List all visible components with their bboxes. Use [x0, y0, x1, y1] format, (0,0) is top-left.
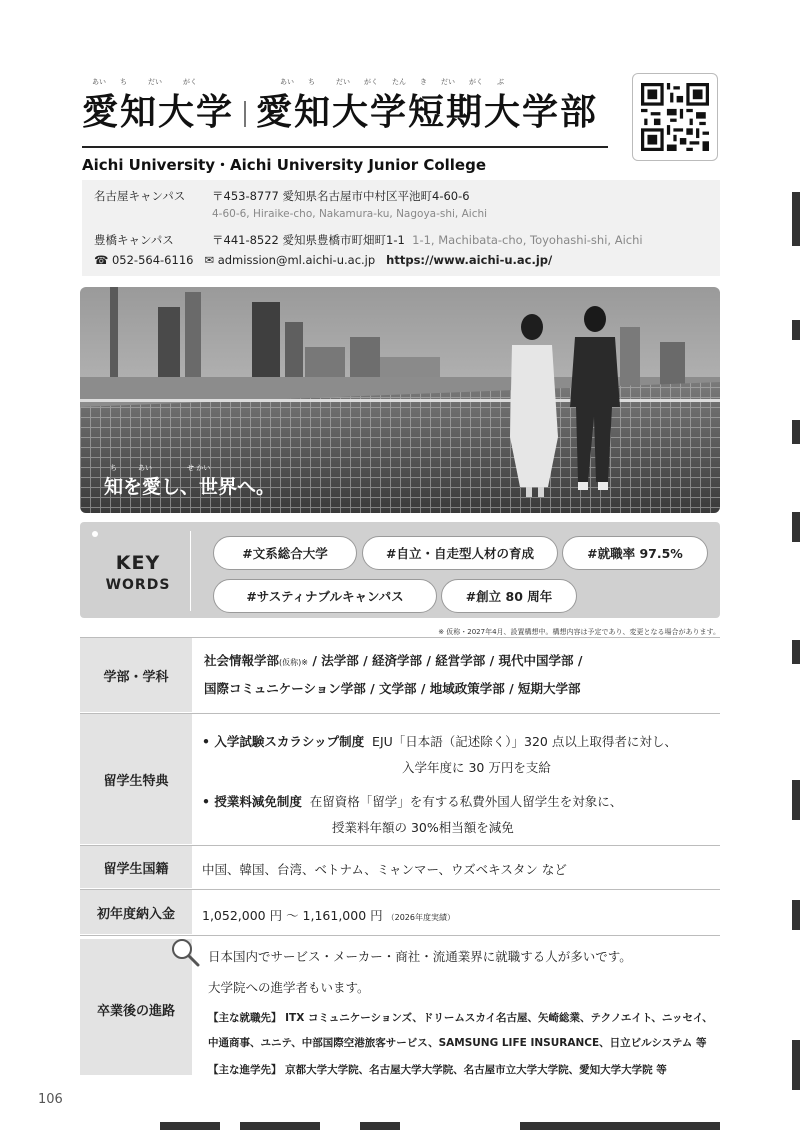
edge-mark	[792, 640, 800, 664]
tuition-reduction-title: • 授業料減免制度	[202, 794, 302, 809]
edge-mark	[792, 320, 800, 340]
keywords-separator	[190, 531, 191, 611]
edge-mark	[360, 1122, 400, 1130]
phone-number[interactable]: ☎ 052-564-6116	[94, 253, 194, 267]
title-ruby-1: あい ち だい がく	[92, 78, 197, 86]
magnifier-icon	[170, 937, 200, 967]
edge-mark	[160, 1122, 220, 1130]
qr-code[interactable]	[632, 73, 718, 161]
faculty-social-information: 社会情報学部	[204, 653, 280, 668]
fees-note: （2026年度実績）	[386, 913, 455, 922]
career-label: 卒業後の進路	[96, 1004, 175, 1019]
footnote: ※ 仮称・2027年4月、設置構想中。構想内容は予定であり、変更となる場合があります。	[438, 628, 720, 636]
nationality-label: 留学生国籍	[80, 846, 192, 888]
tuition-reduction-continuation: 授業料年額の 30%相当額を減免	[332, 820, 514, 835]
table-divider	[80, 935, 720, 936]
email-address[interactable]: ✉ admission@ml.aichi-u.ac.jp	[204, 253, 376, 267]
edge-mark	[792, 420, 800, 444]
tuition-reduction-item	[202, 792, 622, 810]
keyword-pill: #創立 80 周年	[441, 579, 577, 613]
career-text-1: 日本国内でサービス・メーカー・商社・流通業界に就職する人が多いです。	[208, 949, 632, 964]
keyword-pill: #就職率 97.5%	[562, 536, 708, 570]
employers-line-1: 【主な就職先】 ITX コミュニケーションズ、ドリームスカイ名古屋、矢崎総業、テクノエイト、ニッセイ、	[208, 1012, 713, 1024]
faculties-line-1	[204, 648, 720, 676]
nagoya-campus-address-en: 4-60-6, Hiraike-cho, Nakamura-ku, Nagoya-shi, Aichi	[212, 208, 488, 220]
keyword-pill: #サスティナブルキャンパス	[213, 579, 437, 613]
title-university: 愛知大学	[82, 92, 235, 133]
scholarship-item	[202, 732, 677, 750]
keyword-pill: #自立・自走型人材の育成	[362, 536, 558, 570]
keywords-title	[92, 552, 184, 593]
edge-mark	[792, 512, 800, 542]
toyohashi-campus-address-en: 1-1, Machibata-cho, Toyohashi-shi, Aichi	[412, 233, 643, 247]
nationality-text: 中国、韓国、台湾、ベトナム、ミャンマー、ウズベキスタン など	[202, 862, 567, 877]
faculties-body	[192, 638, 720, 712]
keyword-pill: #文系総合大学	[213, 536, 357, 570]
scholarship-text: EJU「日本語（記述除く）」320 点以上取得者に対し、	[372, 734, 677, 749]
graduate-schools-line: 【主な進学先】 京都大学大学院、名古屋大学大学院、名古屋市立大学大学院、愛知大学大学院 等	[208, 1064, 667, 1076]
title-separator	[244, 101, 246, 127]
title-junior-college: 愛知大学短期大学部	[256, 92, 599, 133]
scholarship-title: • 入学試験スカラシップ制度	[202, 734, 365, 749]
catch-copy-ruby: ち あい せ かい	[110, 464, 211, 472]
nagoya-campus-label: 名古屋キャンパス	[94, 189, 186, 203]
nagoya-campus-address-en-line	[212, 208, 487, 220]
edge-mark	[520, 1122, 720, 1130]
keywords-dot	[92, 531, 98, 537]
nagoya-campus-address: 〒453-8777 愛知県名古屋市中村区平池町4-60-6	[212, 189, 470, 203]
header-rule	[82, 146, 608, 148]
scholarship-continuation: 入学年度に 30 万円を支給	[402, 760, 551, 775]
catch-copy: 知を愛し、世界へ。	[104, 476, 276, 498]
fees-amount: 1,052,000 円 ～ 1,161,000 円	[202, 908, 383, 923]
address-box	[82, 180, 720, 276]
faculties-list-1: / 法学部 / 経済学部 / 経営学部 / 現代中国学部 /	[307, 653, 583, 668]
faculties-line-2: 国際コミュニケーション学部 / 文学部 / 地域政策学部 / 短期大学部	[204, 681, 581, 696]
edge-mark	[792, 192, 800, 246]
toyohashi-campus-line	[94, 232, 643, 248]
career-text-2: 大学院への進学者もいます。	[208, 980, 370, 995]
edge-mark	[240, 1122, 320, 1130]
fees-text-line	[202, 906, 455, 924]
english-subtitle: Aichi University・Aichi University Junior College	[82, 156, 487, 174]
page-number: 106	[38, 1092, 63, 1107]
keywords-title-key: KEY	[115, 552, 161, 574]
keywords-title-words: WORDS	[105, 577, 171, 593]
faculties-row	[80, 638, 720, 712]
fees-label: 初年度納入金	[80, 890, 192, 934]
website-link[interactable]: https://www.aichi-u.ac.jp/	[386, 253, 553, 267]
toyohashi-campus-address: 〒441-8522 愛知県豊橋市町畑町1-1	[212, 233, 405, 247]
faculty-tentative-mark: (仮称)※	[279, 658, 308, 667]
faculties-label: 学部・学科	[80, 638, 192, 712]
edge-mark	[792, 900, 800, 930]
qr-code-icon	[641, 80, 709, 154]
title-ruby-2: あい ち だい がく たん き だい がく ぶ	[280, 78, 504, 86]
benefits-label: 留学生特典	[80, 714, 192, 844]
toyohashi-campus-label: 豊橋キャンパス	[94, 233, 174, 247]
tuition-reduction-text: 在留資格「留学」を有する私費外国人留学生を対象に、	[309, 794, 623, 809]
employers-line-2: 中通商事、ユニテ、中部国際空港旅客サービス、SAMSUNG LIFE INSURANCE、日立ビルシステム 等	[208, 1037, 707, 1049]
page-title	[82, 84, 598, 135]
edge-mark	[792, 780, 800, 820]
edge-mark	[792, 1040, 800, 1090]
nagoya-campus-line	[94, 188, 470, 204]
contact-line	[94, 253, 552, 267]
